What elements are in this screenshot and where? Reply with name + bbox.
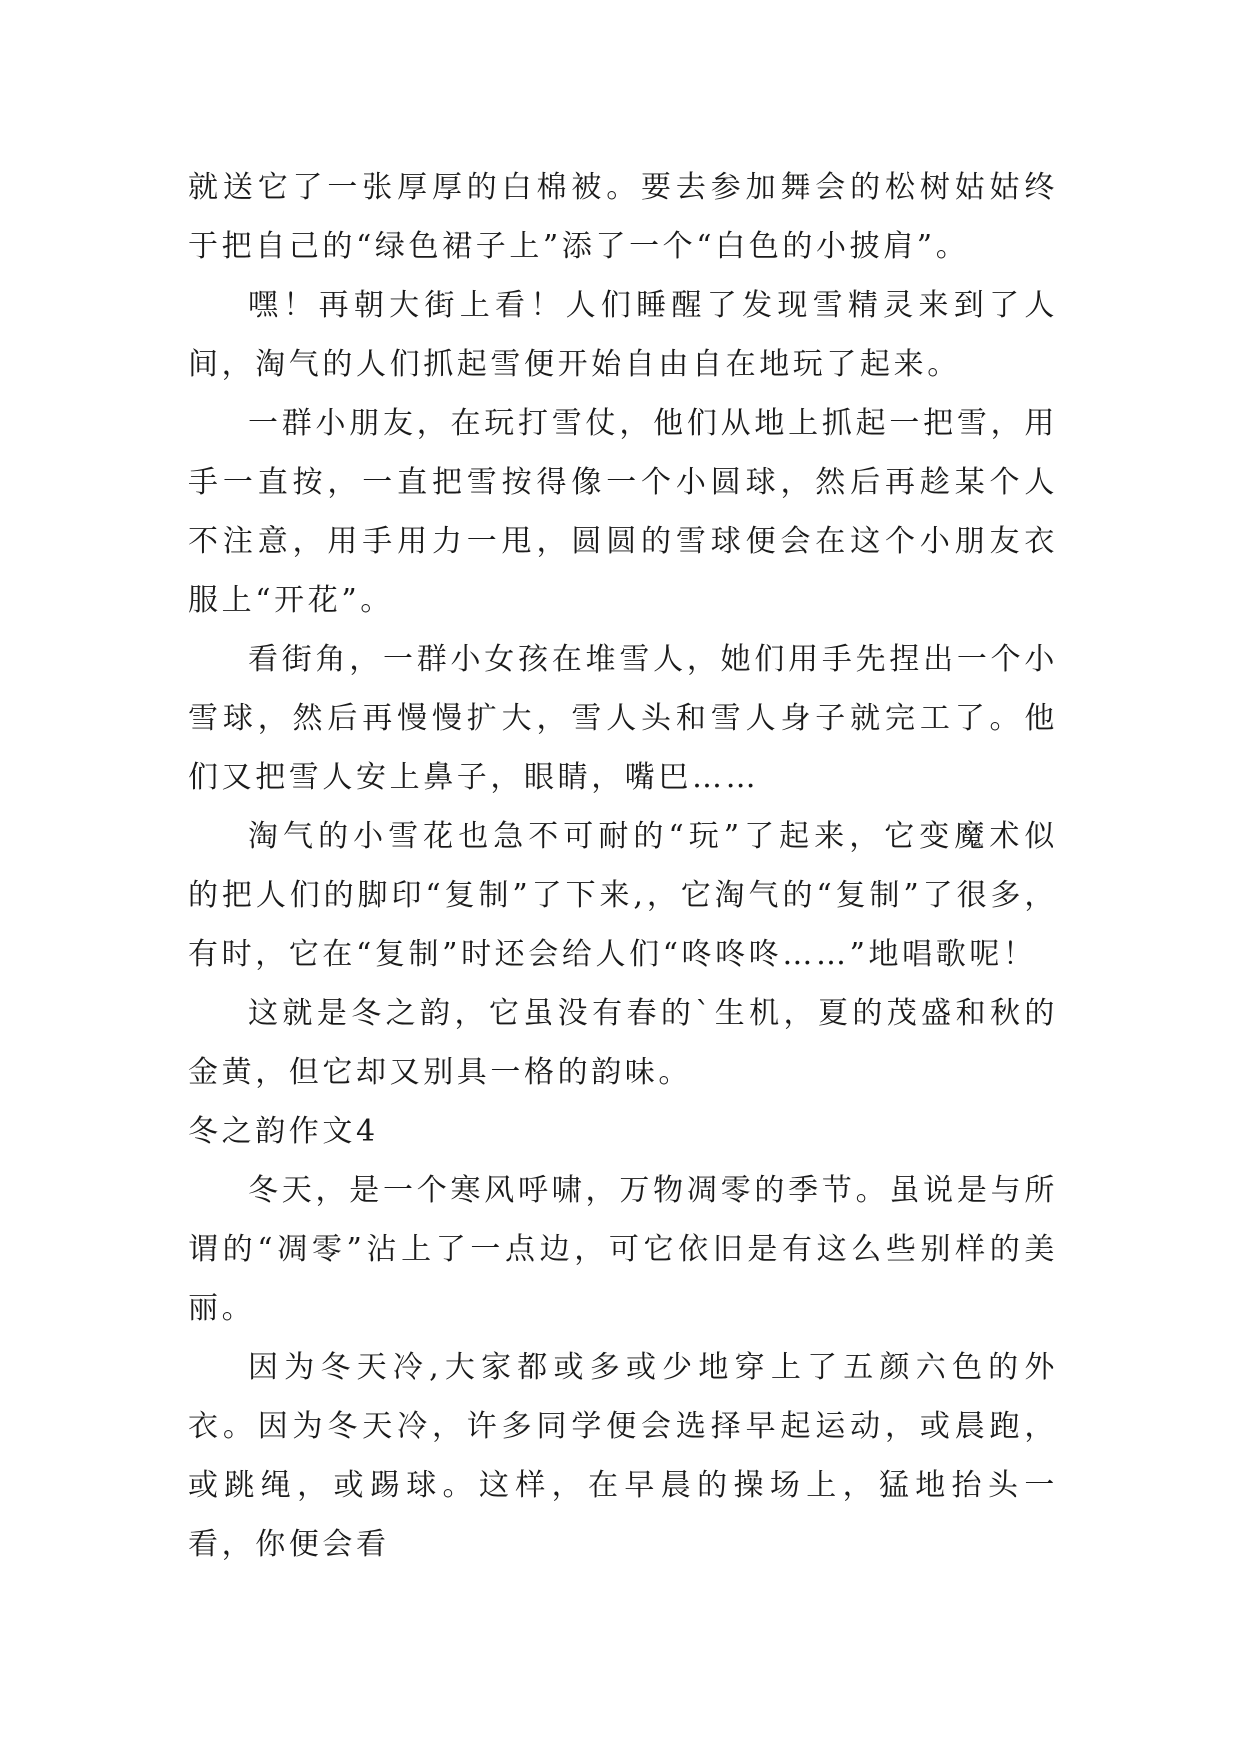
paragraph: 看街角，一群小女孩在堆雪人，她们用手先捏出一个小雪球，然后再慢慢扩大，雪人头和雪人身子就完工了。他们又把雪人安上鼻子，眼睛，嘴巴……	[188, 642, 1058, 795]
paragraph: 一群小朋友，在玩打雪仗，他们从地上抓起一把雪，用手一直按，一直把雪按得像一个小圆球，然后再趁某个人不注意，用手用力一甩，圆圆的雪球便会在这个小朋友衣服上“开花”。	[188, 406, 1058, 618]
section-heading: 冬之韵作文4	[188, 1114, 379, 1149]
paragraph: 这就是冬之韵，它虽没有春的`生机，夏的茂盛和秋的金黄，但它却又别具一格的韵味。	[188, 996, 1058, 1090]
paragraph: 冬天，是一个寒风呼啸，万物凋零的季节。虽说是与所谓的“凋零”沾上了一点边，可它依旧是有这么些别样的美丽。	[188, 1173, 1058, 1326]
document-page	[188, 158, 1058, 1574]
paragraph: 嘿！再朝大街上看！人们睡醒了发现雪精灵来到了人间，淘气的人们抓起雪便开始自由自在地玩了起来。	[188, 288, 1058, 382]
paragraph: 因为冬天冷,大家都或多或少地穿上了五颜六色的外衣。因为冬天冷，许多同学便会选择早起运动，或晨跑，或跳绳，或踢球。这样，在早晨的操场上，猛地抬头一看，你便会看	[188, 1350, 1058, 1562]
paragraph-continued: 就送它了一张厚厚的白棉被。要去参加舞会的松树姑姑终于把自己的“绿色裙子上”添了一个“白色的小披肩”。	[188, 170, 1058, 264]
paragraph: 淘气的小雪花也急不可耐的“玩”了起来，它变魔术似的把人们的脚印“复制”了下来,，它淘气的“复制”了很多，有时，它在“复制”时还会给人们“咚咚咚……”地唱歌呢！	[188, 819, 1058, 972]
